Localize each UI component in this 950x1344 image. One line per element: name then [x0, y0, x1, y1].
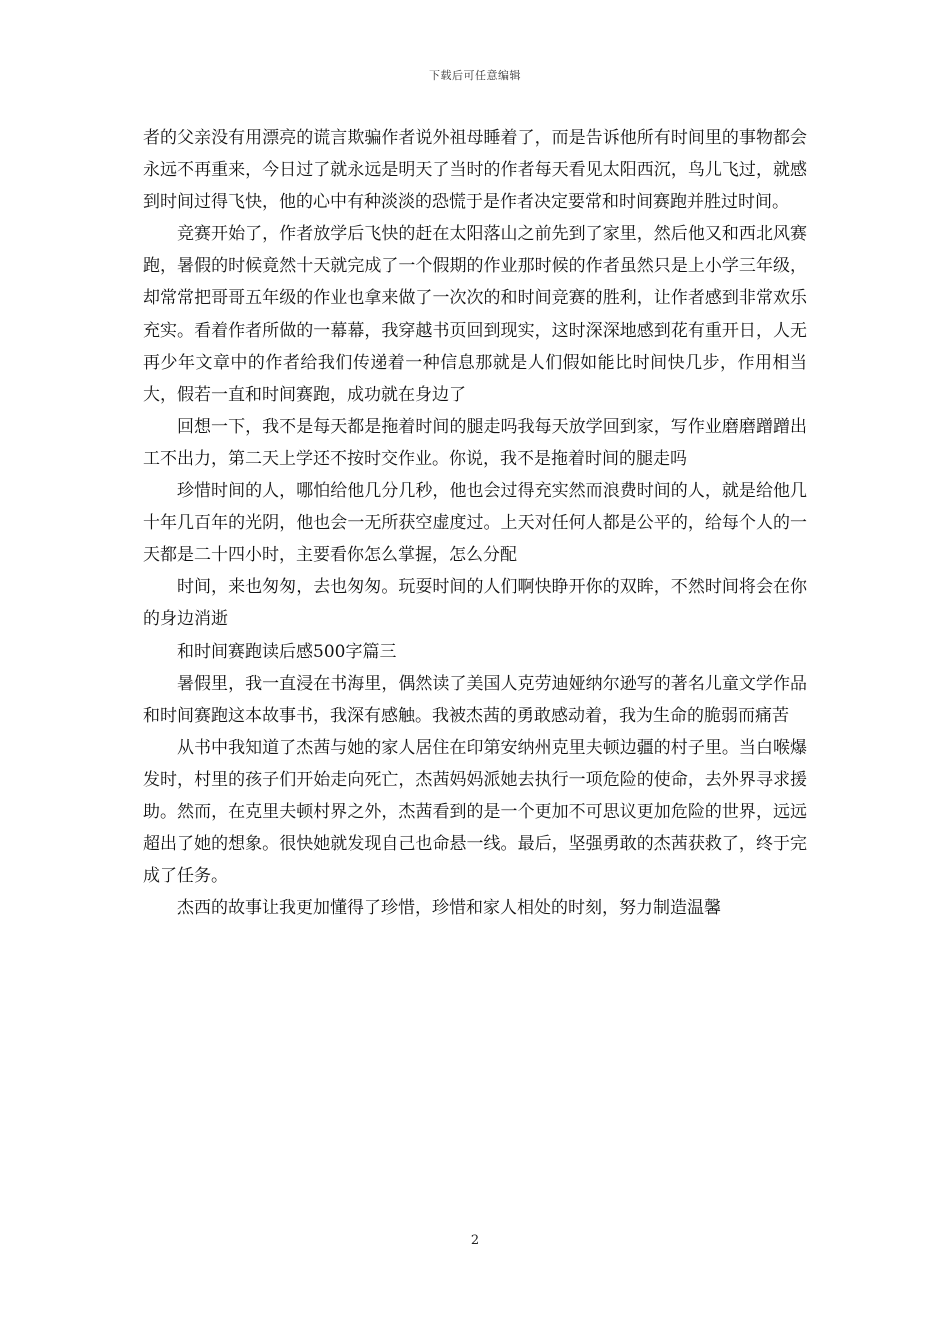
- paragraph: 回想一下，我不是每天都是拖着时间的腿走吗我每天放学回到家，写作业磨磨蹭蹭出工不出力，第二天上学还不按时交作业。你说，我不是拖着时间的腿走吗: [143, 416, 807, 469]
- paragraph: 暑假里，我一直浸在书海里，偶然读了美国人克劳迪娅纳尔逊写的著名儿童文学作品和时间赛跑这本故事书，我深有感触。我被杰茜的勇敢感动着，我为生命的脆弱而痛苦: [143, 673, 807, 726]
- paragraph: 者的父亲没有用漂亮的谎言欺骗作者说外祖母睡着了，而是告诉他所有时间里的事物都会永远不再重来，今日过了就永远是明天了当时的作者每天看见太阳西沉，鸟儿飞过，就感到时间过得飞快，他的心中有种淡淡的恐慌于是作者决定要常和时间赛跑并胜过时间。: [143, 128, 807, 213]
- paragraph: 时间，来也匆匆，去也匆匆。玩耍时间的人们啊快睁开你的双眸，不然时间将会在你的身边消逝: [143, 577, 807, 630]
- paragraph: 杰西的故事让我更加懂得了珍惜，珍惜和家人相处的时刻，努力制造温馨: [177, 898, 721, 919]
- paragraph: 珍惜时间的人，哪怕给他几分几秒，他也会过得充实然而浪费时间的人，就是给他几十年几百年的光阴，他也会一无所获空虚度过。上天对任何人都是公平的，给每个人的一天都是二十四小时，主要看你怎么掌握，怎么分配: [143, 481, 807, 566]
- paragraph: 从书中我知道了杰茜与她的家人居住在印第安纳州克里夫顿边疆的村子里。当白喉爆发时，村里的孩子们开始走向死亡，杰茜妈妈派她去执行一项危险的使命，去外界寻求援助。然而，在克里夫顿村界之外，杰茜看到的是一个更加不可思议更加危险的世界，远远超出了她的想象。很快她就发现自己也命悬一线。最后，坚强勇敢的杰茜获救了，终于完成了任务。: [143, 737, 807, 887]
- section-heading: 和时间赛跑读后感500字篇三: [177, 641, 397, 662]
- document-body: [143, 122, 807, 924]
- page-header: 下载后可任意编辑: [429, 69, 521, 82]
- page-number: 2: [470, 1233, 480, 1248]
- paragraph: 竞赛开始了，作者放学后飞快的赶在太阳落山之前先到了家里，然后他又和西北风赛跑，暑假的时候竟然十天就完成了一个假期的作业那时候的作者虽然只是上小学三年级，却常常把哥哥五年级的作业也拿来做了一次次的和时间竞赛的胜利，让作者感到非常欢乐充实。看着作者所做的一幕幕，我穿越书页回到现实，这时深深地感到花有重开日，人无再少年文章中的作者给我们传递着一种信息那就是人们假如能比时间快几步，作用相当大，假若一直和时间赛跑，成功就在身边了: [143, 224, 807, 405]
